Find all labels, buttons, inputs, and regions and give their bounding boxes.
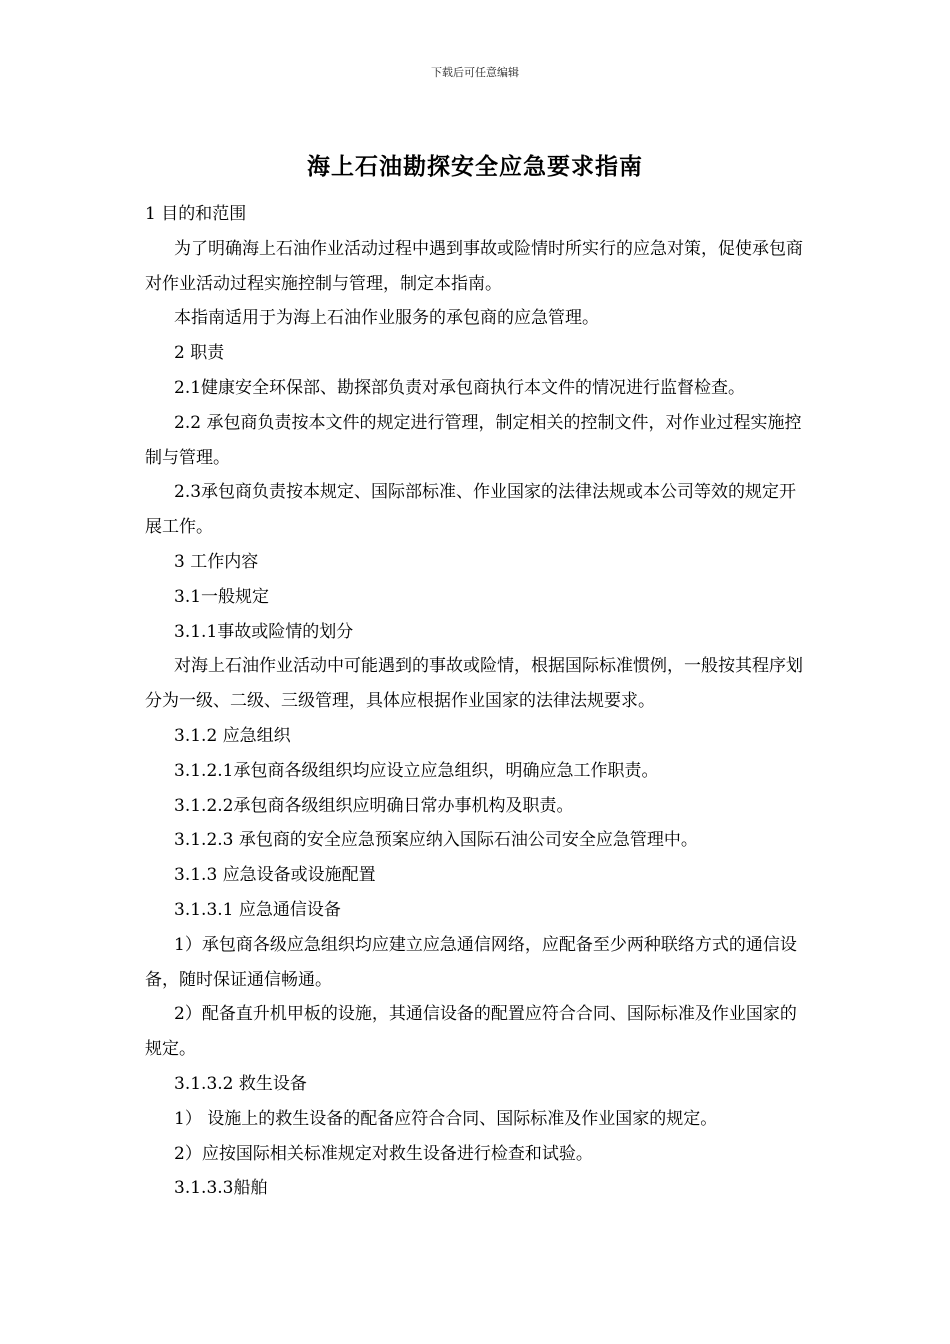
paragraph-scope: 本指南适用于为海上石油作业服务的承包商的应急管理。 <box>174 308 599 329</box>
list-item-comm-2: 2）配备直升机甲板的设施，其通信设备的配置应符合合同、国际标准及作业国家的规定。 <box>145 1004 797 1060</box>
paragraph-3-1-2-1: 3.1.2.1承包商各级组织均应设立应急组织，明确应急工作职责。 <box>174 760 659 781</box>
paragraph-2-3: 2.3承包商负责按本规定、国际部标准、作业国家的法律法规或本公司等效的规定开展工作。 <box>145 482 797 538</box>
heading-3-1-3-3: 3.1.3.3船舶 <box>174 1178 268 1199</box>
paragraph-3-1-2-2: 3.1.2.2承包商各级组织应明确日常办事机构及职责。 <box>174 795 574 816</box>
heading-3-1-3-2: 3.1.3.2 救生设备 <box>174 1073 307 1094</box>
paragraph-3-1-1: 对海上石油作业活动中可能遇到的事故或险情，根据国际标准惯例，一般按其程序划分为一级、二级、三级管理，具体应根据作业国家的法律法规要求。 <box>145 656 803 712</box>
list-item-comm-1: 1）承包商各级应急组织均应建立应急通信网络，应配备至少两种联络方式的通信设备，随时保证通信畅通。 <box>145 934 797 990</box>
heading-3-1-3-1: 3.1.3.1 应急通信设备 <box>174 899 341 920</box>
paragraph-2-2: 2.2 承包商负责按本文件的规定进行管理，制定相关的控制文件，对作业过程实施控制与管理。 <box>145 412 802 468</box>
list-item-rescue-1: 1） 设施上的救生设备的配备应符合合同、国际标准及作业国家的规定。 <box>174 1108 718 1129</box>
section-heading-2: 2 职责 <box>174 343 225 364</box>
paragraph-2-1: 2.1健康安全环保部、勘探部负责对承包商执行本文件的情况进行监督检查。 <box>174 377 746 398</box>
document-body <box>145 197 810 1206</box>
section-heading-3: 3 工作内容 <box>174 551 259 572</box>
heading-3-1-2: 3.1.2 应急组织 <box>174 725 291 746</box>
heading-3-1-3: 3.1.3 应急设备或设施配置 <box>174 865 376 886</box>
paragraph-purpose: 为了明确海上石油作业活动过程中遇到事故或险情时所实行的应急对策，促使承包商对作业活动过程实施控制与管理，制定本指南。 <box>145 238 803 294</box>
header-note: 下载后可任意编辑 <box>431 66 519 79</box>
document-title: 海上石油勘探安全应急要求指南 <box>307 153 643 180</box>
section-heading-1: 1 目的和范围 <box>145 204 247 224</box>
paragraph-3-1-2-3: 3.1.2.3 承包商的安全应急预案应纳入国际石油公司安全应急管理中。 <box>174 830 698 851</box>
heading-3-1-1: 3.1.1事故或险情的划分 <box>174 621 354 642</box>
heading-3-1: 3.1一般规定 <box>174 586 270 607</box>
list-item-rescue-2: 2）应按国际相关标准规定对救生设备进行检查和试验。 <box>174 1143 593 1164</box>
